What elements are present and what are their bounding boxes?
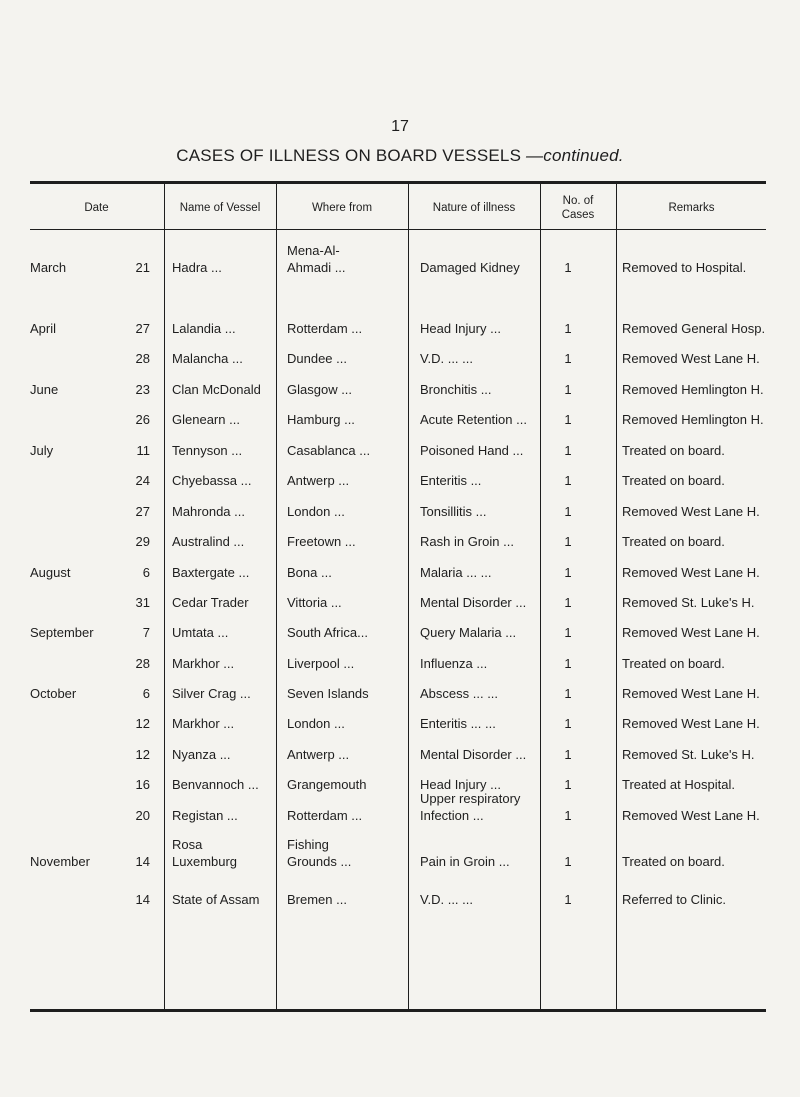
cell-remarks: Referred to Clinic.	[622, 892, 727, 907]
header-remarks: Remarks	[668, 202, 715, 214]
cell-remarks: Removed West Lane H.	[622, 686, 760, 701]
cell-where: Fishing Grounds ...	[287, 837, 352, 869]
cell-illness: Head Injury ...	[420, 321, 501, 336]
header-cases: No. of Cases	[561, 195, 595, 221]
cell-vessel: Registan ...	[172, 808, 238, 823]
cell-vessel: Silver Crag ...	[172, 686, 251, 701]
cell-vessel: Lalandia ...	[172, 321, 236, 336]
cell-day: 23	[135, 382, 150, 397]
cell-cases: 1	[564, 686, 572, 701]
cell-remarks: Removed Hemlington H.	[622, 382, 764, 397]
cell-vessel: Markhor ...	[172, 716, 235, 731]
header-vessel: Name of Vessel	[179, 202, 261, 214]
cell-cases: 1	[564, 777, 572, 792]
cell-month: November	[30, 854, 90, 869]
cell-cases: 1	[564, 595, 572, 610]
cell-vessel: Cedar Trader	[172, 595, 249, 610]
cell-remarks: Treated on board.	[622, 854, 725, 869]
cell-day: 12	[135, 747, 150, 762]
cell-remarks: Removed West Lane H.	[622, 716, 760, 731]
cell-vessel: Clan McDonald	[172, 382, 261, 397]
cell-vessel: Baxtergate ...	[172, 565, 250, 580]
cell-day: 14	[135, 892, 150, 907]
header-date: Date	[84, 202, 109, 214]
cell-where: Grangemouth	[287, 777, 367, 792]
cell-cases: 1	[564, 382, 572, 397]
cell-day: 27	[135, 504, 150, 519]
cell-remarks: Removed West Lane H.	[622, 625, 760, 640]
cell-day: 21	[135, 260, 150, 275]
cell-remarks: Treated at Hospital.	[622, 777, 735, 792]
cell-vessel: Australind ...	[172, 534, 245, 549]
cell-vessel: Rosa Luxemburg	[172, 837, 238, 869]
cell-cases: 1	[564, 892, 572, 907]
cell-where: South Africa...	[287, 625, 368, 640]
cell-illness: V.D. ... ...	[420, 351, 473, 366]
cell-vessel: Markhor ...	[172, 656, 235, 671]
title-suffix: —continued.	[526, 146, 624, 165]
cell-cases: 1	[564, 656, 572, 671]
cell-vessel: Tennyson ...	[172, 443, 243, 458]
cell-month: March	[30, 260, 67, 275]
cell-where: Casablanca ...	[287, 443, 371, 458]
cell-vessel: Glenearn ...	[172, 412, 240, 427]
cell-remarks: Removed West Lane H.	[622, 565, 760, 580]
cell-vessel: Hadra ...	[172, 260, 222, 275]
cell-cases: 1	[564, 716, 572, 731]
cell-illness: Query Malaria ...	[420, 625, 517, 640]
cell-where: Bremen ...	[287, 892, 347, 907]
table-top-rule	[30, 181, 766, 184]
cell-where: Bona ...	[287, 565, 332, 580]
cell-vessel: Malancha ...	[172, 351, 243, 366]
cell-illness: Malaria ... ...	[420, 565, 492, 580]
cell-vessel: State of Assam	[172, 892, 260, 907]
cell-illness: Acute Retention ...	[420, 412, 527, 427]
cell-cases: 1	[564, 808, 572, 823]
cell-illness: Mental Disorder ...	[420, 595, 527, 610]
cell-remarks: Removed St. Luke's H.	[622, 747, 755, 762]
cell-month: September	[30, 625, 94, 640]
table-header-rule	[30, 229, 766, 230]
cell-remarks: Treated on board.	[622, 534, 725, 549]
cell-cases: 1	[564, 443, 572, 458]
cell-vessel: Mahronda ...	[172, 504, 245, 519]
cell-vessel: Benvannoch ...	[172, 777, 259, 792]
cell-day: 27	[135, 321, 150, 336]
cell-month: June	[30, 382, 59, 397]
title-text: CASES OF ILLNESS ON BOARD VESSELS	[176, 146, 522, 165]
cell-illness: Abscess ... ...	[420, 686, 499, 701]
cell-cases: 1	[564, 854, 572, 869]
cell-remarks: Removed West Lane H.	[622, 808, 760, 823]
cell-day: 11	[136, 443, 150, 458]
cell-cases: 1	[564, 260, 572, 275]
header-where: Where from	[311, 202, 373, 214]
cell-illness: Mental Disorder ...	[420, 747, 527, 762]
cell-where: Rotterdam ...	[287, 321, 363, 336]
cell-day: 7	[142, 625, 150, 640]
cell-illness: Poisoned Hand ...	[420, 443, 524, 458]
cell-day: 16	[135, 777, 150, 792]
cell-day: 26	[135, 412, 150, 427]
cell-month: April	[30, 321, 57, 336]
cell-day: 28	[135, 351, 150, 366]
page-number: 17	[391, 118, 409, 135]
cell-day: 14	[135, 854, 150, 869]
cell-illness: V.D. ... ...	[420, 892, 473, 907]
cell-day: 24	[135, 473, 150, 488]
cell-illness: Pain in Groin ...	[420, 854, 510, 869]
cell-month: July	[30, 443, 54, 458]
column-divider	[616, 184, 617, 1009]
cell-remarks: Removed St. Luke's H.	[622, 595, 755, 610]
cell-vessel: Chyebassa ...	[172, 473, 252, 488]
cell-where: Liverpool ...	[287, 656, 355, 671]
cell-where: London ...	[287, 716, 345, 731]
cell-day: 28	[135, 656, 150, 671]
cell-where: Dundee ...	[287, 351, 347, 366]
cell-illness: Tonsillitis ...	[420, 504, 487, 519]
column-divider	[540, 184, 541, 1009]
cell-illness: Enteritis ...	[420, 473, 482, 488]
column-divider	[276, 184, 277, 1009]
cell-day: 29	[135, 534, 150, 549]
column-divider	[408, 184, 409, 1009]
cell-remarks: Removed West Lane H.	[622, 351, 760, 366]
cell-illness: Enteritis ... ...	[420, 716, 496, 731]
cell-day: 20	[135, 808, 150, 823]
cell-cases: 1	[564, 504, 572, 519]
cell-where: London ...	[287, 504, 345, 519]
page-title	[0, 146, 800, 166]
cell-remarks: Treated on board.	[622, 443, 725, 458]
cell-where: Vittoria ...	[287, 595, 342, 610]
cell-where: Glasgow ...	[287, 382, 353, 397]
cell-where: Antwerp ...	[287, 473, 350, 488]
cell-day: 6	[142, 565, 150, 580]
cell-cases: 1	[564, 625, 572, 640]
cell-illness: Upper respiratory Infection ...	[420, 791, 521, 823]
cell-illness: Rash in Groin ...	[420, 534, 514, 549]
cell-remarks: Removed to Hospital.	[622, 260, 747, 275]
cell-cases: 1	[564, 565, 572, 580]
cell-vessel: Umtata ...	[172, 625, 229, 640]
cell-remarks: Treated on board.	[622, 473, 725, 488]
cell-remarks: Removed West Lane H.	[622, 504, 760, 519]
cell-day: 12	[135, 716, 150, 731]
cell-where: Mena-Al- Ahmadi ...	[287, 243, 346, 275]
cell-remarks: Treated on board.	[622, 656, 725, 671]
cell-cases: 1	[564, 351, 572, 366]
column-divider	[164, 184, 165, 1009]
cell-where: Rotterdam ...	[287, 808, 363, 823]
cell-remarks: Removed Hemlington H.	[622, 412, 764, 427]
cell-day: 6	[142, 686, 150, 701]
cell-cases: 1	[564, 321, 572, 336]
table-bottom-rule	[30, 1009, 766, 1012]
cell-illness: Head Injury ...	[420, 777, 501, 792]
cell-cases: 1	[564, 412, 572, 427]
cell-month: October	[30, 686, 77, 701]
cell-cases: 1	[564, 534, 572, 549]
cell-illness: Bronchitis ...	[420, 382, 492, 397]
cell-where: Freetown ...	[287, 534, 356, 549]
cell-vessel: Nyanza ...	[172, 747, 231, 762]
cell-illness: Influenza ...	[420, 656, 488, 671]
cell-where: Hamburg ...	[287, 412, 355, 427]
cell-month: August	[30, 565, 71, 580]
cell-illness: Damaged Kidney	[420, 260, 520, 275]
header-illness: Nature of illness	[432, 202, 516, 214]
cell-cases: 1	[564, 473, 572, 488]
cell-day: 31	[135, 595, 150, 610]
cell-where: Seven Islands	[287, 686, 369, 701]
cell-cases: 1	[564, 747, 572, 762]
cell-remarks: Removed General Hosp.	[622, 321, 766, 336]
cell-where: Antwerp ...	[287, 747, 350, 762]
